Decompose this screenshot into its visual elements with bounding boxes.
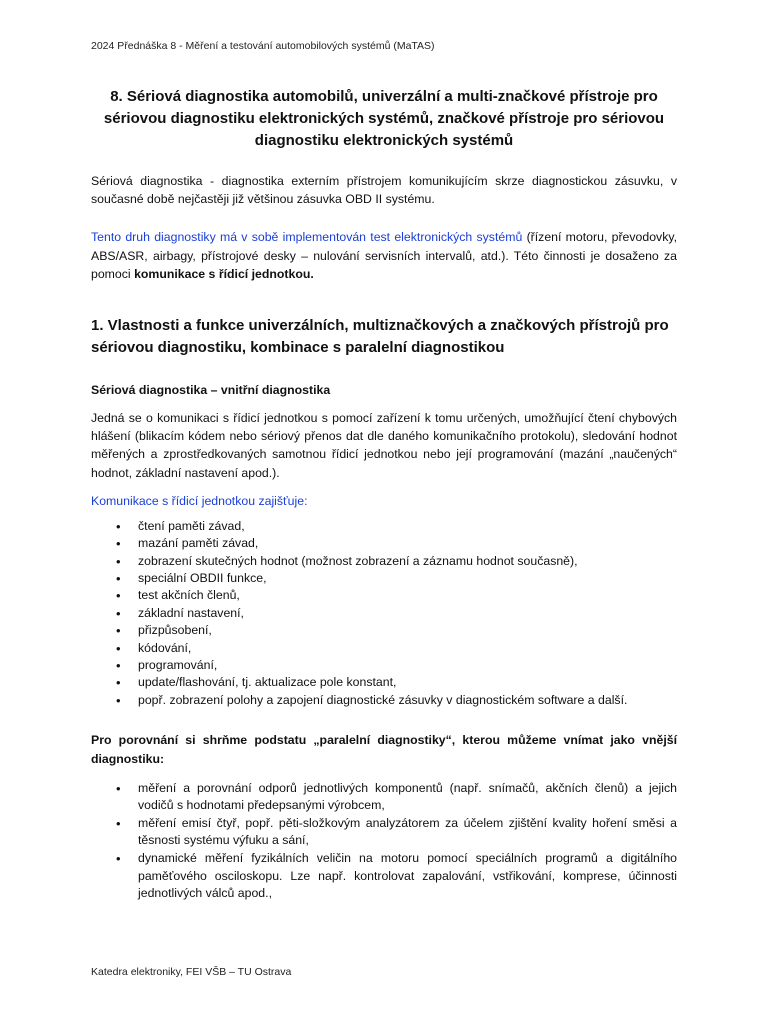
page-footer: Katedra elektroniky, FEI VŠB – TU Ostrava — [91, 966, 292, 978]
intro-paragraph: Sériová diagnostika - diagnostika externím přístrojem komunikujícím skrze diagnostickou zásuvku, v současné době nejčastěji již většinou zásuvka OBD II systému. — [91, 174, 677, 207]
list-item: • zobrazení skutečných hodnot (možnost zobrazení a záznamu hodnot současně), — [91, 553, 677, 570]
parallel-diagnostics-intro: Pro porovnání si shrňme podstatu „paralelní diagnostiky“, kterou můžeme vnímat jako vnější diagnostiku: — [91, 733, 677, 766]
list-item: • mazání paměti závad, — [91, 535, 677, 552]
chapter-title: 8. Sériová diagnostika automobilů, univerzální a multi-značkové přístroje pro sériovou diagnostiku elektronických systémů, značkové přístroje pro sériovou diagnostiku elektronických systémů — [103, 88, 665, 149]
list-item: • dynamické měření fyzikálních veličin na motoru pomocí speciálních programů a digitálního paměťového osciloskopu. Lze např. kontrolovat zapalování, vstřikování, komprese, účinnosti jednotlivých válců apod., — [91, 850, 677, 903]
implementation-text: (řízení motoru, převodovky, ABS/ASR, airbagy, přístrojové desky – nulování servisních intervalů, atd.). Této činnosti je dosaženo za pomoci — [91, 230, 677, 281]
communication-label: Komunikace s řídicí jednotkou zajišťuje: — [91, 493, 308, 508]
list-item: • update/flashování, tj. aktualizace pole konstant, — [91, 674, 677, 691]
list-item: • měření a porovnání odporů jednotlivých komponentů (např. snímačů, akčních členů) a jejich vodičů s hodnotami předepsanými výrobcem, — [91, 780, 677, 815]
list-item: • měření emisí čtyř, popř. pěti-složkovým analyzátorem za účelem zjištění kvality hoření směsi a těsnosti systému výfuku a sání, — [91, 815, 677, 850]
list-item: • programování, — [91, 657, 677, 674]
implementation-bold: komunikace s řídicí jednotkou. — [134, 266, 314, 281]
implementation-paragraph — [91, 228, 677, 283]
list-item: • čtení paměti závad, — [91, 518, 677, 535]
list-item: • test akčních členů, — [91, 587, 677, 604]
subsection-heading: Sériová diagnostika – vnitřní diagnostika — [91, 383, 331, 398]
list-item: • speciální OBDII funkce, — [91, 570, 677, 587]
parallel-diagnostics-list — [91, 780, 677, 903]
internal-diagnostics-paragraph: Jedná se o komunikaci s řídicí jednotkou s pomocí zařízení k tomu určených, umožňující čtení chybových hlášení (blikacím kódem nebo sériový přenos dat dle daného komunikačního protokolu), sledování hodnot měřených a zprostředkovaných samotnou řídicí jednotkou nebo její programování (mazání „naučených“ hodnot, základní nastavení apod.). — [91, 411, 677, 480]
list-item: • základní nastavení, — [91, 605, 677, 622]
implementation-highlight: Tento druh diagnostiky má v sobě implementován test elektronických systémů — [91, 230, 523, 245]
functions-list — [91, 518, 677, 709]
list-item: • přizpůsobení, — [91, 622, 677, 639]
list-item: • kódování, — [91, 640, 677, 657]
page-content — [91, 86, 677, 903]
page-header: 2024 Přednáška 8 - Měření a testování automobilových systémů (MaTAS) — [91, 40, 435, 52]
list-item: • popř. zobrazení polohy a zapojení diagnostické zásuvky v diagnostickém software a další. — [91, 692, 677, 709]
section-heading: 1. Vlastnosti a funkce univerzálních, multiznačkových a značkových přístrojů pro sériovou diagnostiku, kombinace s paralelní diagnostikou — [91, 317, 669, 357]
